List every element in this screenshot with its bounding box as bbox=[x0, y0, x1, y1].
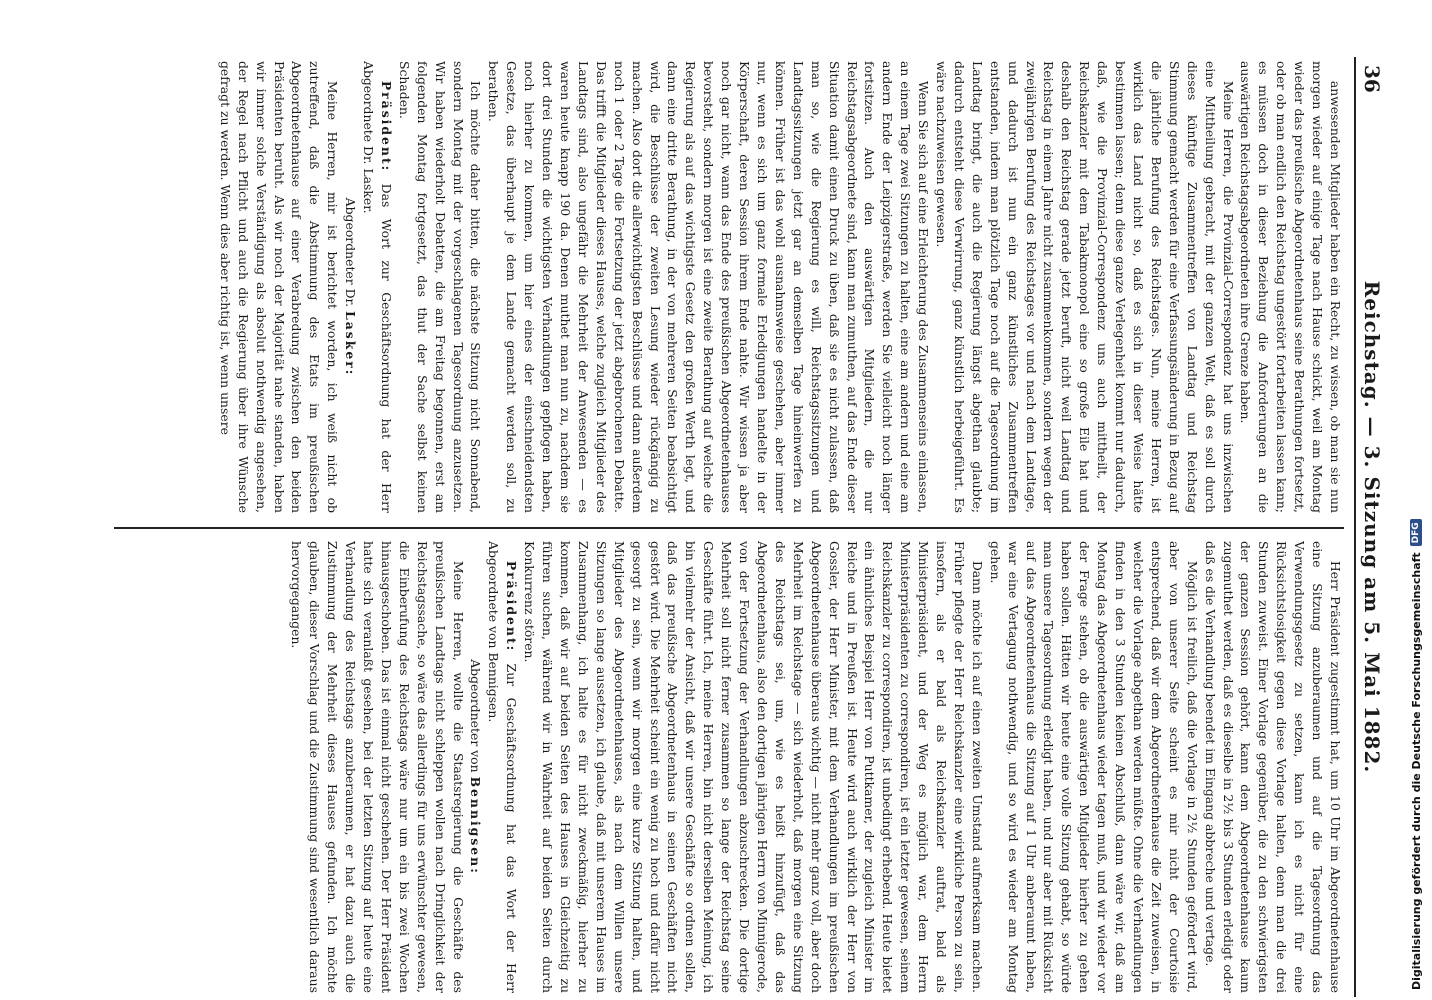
paragraph: anwesenden Mitglieder haben ein Recht, zu wissen, ob man sie nun morgen wieder auf einige Tage nach Hause schickt, weil am Montag wieder das preußische Abgeordnetenhaus seine Berathungen fortsetzt, oder ob man endlich den Reichstag ungestört fortarbeiten lassen kann; es müssen doch in dieser Beziehung die Anforderungen an die auswärtigen Reichstagsabgeordneten ihre Grenze haben. bbox=[1238, 61, 1343, 513]
paragraph: Meine Herren, die Provinzial-Correspondenz hat uns inzwischen eine Mittheilung gebracht, mit der ganzen Welt, daß es soll durch dieses künftige Zusammentreffen von Landtag und Reichstag Stimmung gemacht werden für eine Verfassungsänderung in Bezug auf die jährliche Berufung des Reichstages. Nun, meine Herren, ist wirklich das Land nicht so, daß es sich in dieser Weise hätte bestimmen lassen; denn diese ganze Verlegenheit kommt nur dadurch, daß, wie die Provinzial-Correspondenz uns auch mittheilt, der Reichskanzler mit dem Tabakmonopol eine so große Eile hat und deshalb den Reichstag gerade jetzt beruft, nicht weil Landtag und Reichstag in einem Jahre nicht zusammenkommen, sondern wegen der zweijährigen Berufung des Reichstages vor und nach dem Landtage, und dadurch ist nun ein ganz künstliches Zusammentreffen entstanden, indem man plötzlich Tage noch auf die Tagesordnung im Landtag bringt, die auch die Regierung längst abgethan glaubte; dadurch entsteht diese Verwirrung, ganz künstlich herbeigeführt. Es wäre nachzuweisen gewesen. bbox=[934, 61, 1236, 513]
digitization-credit bbox=[1408, 522, 1424, 990]
speaker-heading bbox=[467, 541, 485, 993]
paragraph: Wenn Sie sich auf eine Erleichterung des Zusammenseins einlassen, an einem Tage zwei Sitzungen zu halten, eine am andern und eine am andern Ende der Leipzigerstraße, werden Sie vielleicht noch länger fortsitzen. Auch den auswärtigen Mitgliedern, die nur Reichstagsabgeordnete sind, kann man zumuthen, auf das Ende dieser Situation damit einen Druck zu üben, daß sie es nicht zulassen, daß man so, wie die Regierung es will, Reichstagssitzungen und Landtagssitzungen jetzt gar an demselben Tage hineinwerfen zu können. Früher ist das wohl ausnahmsweise geschehen, aber immer nur, wenn es sich um ganz formale Erledigungen handelte in der Körperschaft, deren Session ihrem Ende nahte. Wir wissen ja aber noch gar nicht, wann das Ende des preußischen Abgeordnetenhauses bevorsteht, sondern morgen ist eine zweite Berathung auf welche die Regierung als auf das wichtigste Gesetz den großen Werth legt, und dann eine dritte Berathung, in der von mehreren Seiten beabsichtigt wird, die Beschlüsse der zweiten Lesung wieder rückgängig zu machen. Also dort die allerwichtigsten Beschlüsse und dann außerdem noch 1 oder 2 Tage die Fortsetzung der jetzt abgebrochenen Debatte. Das trifft die Mitglieder dieses Hauses, welche zugleich Mitglieder des Landtags sind, also ungefähr die Mehrheit der Anwesenden — es waren heute knapp 190 da. Denen muthet man nun zu, nachdem sie dort drei Stunden die wichtigsten Verhandlungen gepflogen haben, noch hierher zu kommen, um hier eines der einschneidendsten Gesetze, das überhaupt je dem Lande gemacht werden soll, zu berathen. bbox=[486, 61, 932, 513]
speaker-intro: Abgeordneter Dr. bbox=[343, 197, 359, 308]
president-text: Zur Geschäftsordnung hat das Wort der Herr Abgeordnete von Bennigsen. bbox=[486, 541, 520, 993]
president-remark bbox=[485, 541, 521, 993]
paragraph: Möglich ist freilich, daß die Vorlage in 2½ Stunden gefördert wird, aber von unserer Seite scheint es mir nicht der Courtoisie entsprechend, daß wir dem Abgeordnetenhause die Zeit zuweisen, in welcher die Vorlage abgethan werden müßte. Ohne die Verhandlungen finden in den 3 Stunden keinen Abschluß, dann wäre wir, daß am Montag das Abgeordnetenhaus wieder tagen muß, und wir wieder vor der Frage stehen, ob die auswärtigen Mitglieder hierher zu gehen haben sollen. Hätten wir heute eine volle Sitzung gehabt, so würde man unsere Tagesordnung erledigt haben, und nur aber mit Rücksicht auf das Abgeordnetenhaus die Sitzung auf 1 Uhr anberaumt haben, war eine Vertagung nothwendig, und so wird es wieder am Montag gehen. bbox=[987, 541, 1200, 993]
credit-text: Digitalisierung gefördert durch die Deutsche Forschungsgemeinschaft bbox=[1409, 552, 1423, 990]
column-rule bbox=[114, 527, 1344, 529]
president-text: Das Wort zur Geschäftsordnung hat der Herr Abgeordnete Dr. Lasker. bbox=[361, 61, 394, 513]
speaker-intro: Abgeordneter von bbox=[468, 659, 484, 773]
president-label: Präsident: bbox=[378, 80, 394, 173]
page-header bbox=[1354, 57, 1388, 997]
header-rule bbox=[1354, 57, 1356, 997]
right-column bbox=[114, 541, 1344, 993]
dfg-logo: DFG bbox=[1410, 519, 1422, 546]
paragraph: Meine Herren, wollte die Staatsregierung die Geschäfte des preußischen Landtags nicht schleppen wollen nach Dringlichkeit der Reichstagssache, so wäre das allerdings für uns erwünschter gewesen, die Einberufung des Reichstags wäre nur um ein bis zwei Wochen hinausgeschoben. Das ist einmal nicht geschehen. Der Herr Präsident hatte sich veranlaßt gesehen, bei der letzten Sitzung auf heute eine Verhandlung des Reichstags anzuberaumen, er hat dazu auch die Zustimmung der Mehrheit dieses Hauses gefunden. Ich möchte glauben, dieser Vorschlag und die Zustimmung sind wesentlich daraus hervorgegangen. bbox=[289, 541, 466, 993]
president-remark bbox=[359, 61, 395, 513]
speaker-name: Lasker: bbox=[343, 311, 359, 377]
paragraph: Ich möchte daher bitten, die nächste Sitzung nicht Sonnabend, sondern Montag mit der vorgeschlagenen Tagesordnung anzusetzen. Wir haben wiederholt Debatten, die am Freitag begonnen, erst am folgenden Montag fortgesetzt, das thut der Sache selbst keinen Schaden. bbox=[396, 61, 484, 513]
page-number: 36 bbox=[1360, 65, 1384, 93]
president-label: Präsident: bbox=[504, 560, 520, 653]
paragraph: Dann möchte ich auf einen zweiten Umstand aufmerksam machen. Früher pflegte der Herr Reichskanzler eine wirkliche Person zu sein, insofern, als er bald als Reichskanzler auftrat, bald als Ministerpräsident, und der Weg es möglich war, dem Herrn Ministerpräsidenten zu correspondiren, ist ein letzter gewesen, seinem Reichskanzler zu correspondiren, ist unbedingt erhebend. Heute bietet ein ähnliches Beispiel Herr von Puttkamer, der zugleich Minister im Reiche und in Preußen ist. Heute wird auch wirklich der Herr von Gossler, der Herr Minister, mit dem Verhandlungen im preußischen Abgeordnetenhause überaus wichtig — nicht mehr ganz voll, aber doch Mehrheit im Reichstage — sich wiederholt, daß morgen eine Sitzung des Reichstags sei, um, wie es heißt hinzufügt, daß das Abgeordnetenhaus, also den dortigen jährigen Herrn von Minnigerode, von der Fortsetzung der Verhandlungen abzuschrecken. Die dortige Mehrheit soll nicht ferner zusammen so lange der Reichstag seine Geschäfte führt. Ich, meine Herren, bin nicht derselben Meinung, ich bin vielmehr der Ansicht, daß wir unsere Geschäfte so ordnen sollen, daß das preußische Abgeordnetenhaus in seinen Geschäften nicht gestört wird. Die Mehrheit scheint ein wenig zu hoch und dafür nicht gesorgt zu sein, wenn wir morgen eine kurze Sitzung halten, und Mitglieder des Abgeordnetenhauses, als nach dem Willen unsere Sitzungen so lange aussetzen, ich glaube, daß mit unserem Hauses im Zusammenhang, ich halte es für nicht zweckmäßig, hierher zu kommen, daß wir auf beiden Seiten des Hauses in Gleichzeitig zu führen suchen, während wir in Wahrheit auf beiden Seiten durch Konkurrenz stören. bbox=[522, 541, 985, 993]
speaker-heading bbox=[341, 61, 359, 513]
scanned-page bbox=[102, 57, 1388, 997]
running-head: Reichstag. — 3. Sitzung am 5. Mai 1882. bbox=[1360, 280, 1384, 774]
paragraph: Herr Präsident zugestimmt hat, um 10 Uhr im Abgeordnetenhause eine Sitzung anzuberaumen und auf die Tagesordnung das Verwendungsgesetz zu setzen, kann ich es nicht für eine Rücksichtslosigkeit gegen diese Vorlage halten, denn man die drei Stunden zuweist. Einer Vorlage gegenüber, die zu den schwierigsten der ganzen Session gehört, kann dem Abgeordnetenhause kaum zugemuthet werden, daß es dieselbe in 2½ bis 3 Stunden erledigt oder daß es die Verhandlung beendet im Eingang abbreche und vertage. bbox=[1202, 541, 1343, 993]
left-column bbox=[114, 61, 1344, 513]
paragraph: Meine Herren, mir ist berichtet worden, ich weiß nicht ob zutreffend, daß die Abstimmung des Etats im preußischen Abgeordnetenhause auf einer Verabredung zwischen den beiden Präsidenten beruht. Als wir noch der Majorität nahe standen, haben wir immer solche Verständigung als absolut nothwendig angesehen, der Regel nach Pflicht und auch die Regierung über ihre Wünsche gefragt zu werden. Wenn dies aber richtig ist, wenn unsere bbox=[217, 61, 341, 513]
speaker-name: Bennigsen: bbox=[468, 776, 484, 875]
